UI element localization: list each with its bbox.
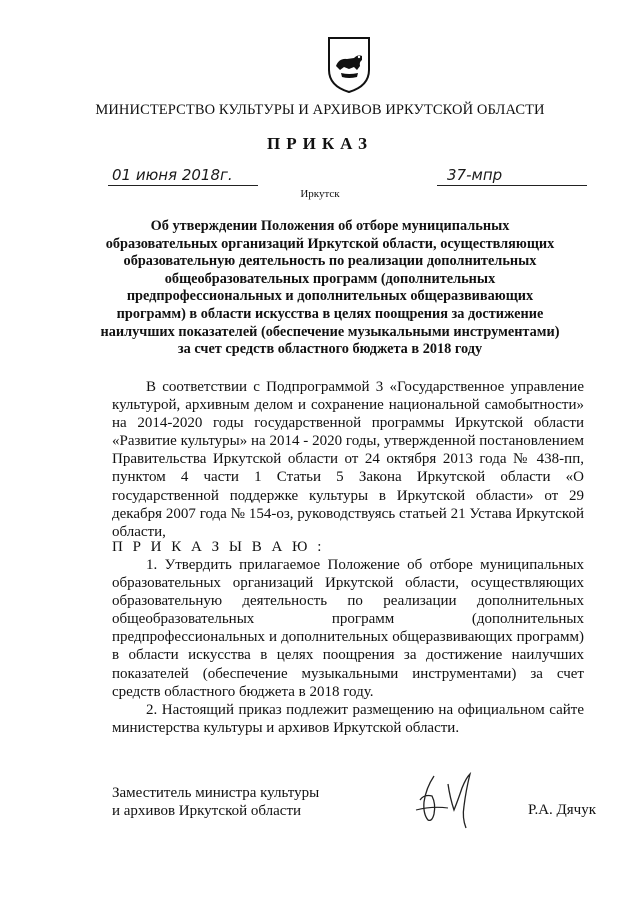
document-title: ПРИКАЗ (267, 134, 373, 153)
handwritten-number: 37-мпр (447, 166, 503, 184)
order-item-1: 1. Утвердить прилагаемое Положение об отборе муниципальных образовательных организаций Иркутской области, осуществляющих образовательную деятельность по реализации дополнительных общеобразовательных программ (дополнительных предпрофессиональных и дополнительных общеразвивающих программ) в области искусства в целях поощрения за достижение наилучших показателей (обеспечение музыкальными инструментами) за счет средств областного бюджета в 2018 году. (112, 557, 584, 700)
handwritten-date: 01 июня 2018г. (112, 166, 233, 184)
coat-of-arms-icon (327, 36, 371, 94)
preamble-paragraph: В соответствии с Подпрограммой 3 «Государственное управление культурой, архивным делом и сохранение национальной самобытности» на 2014-2020 годы государственной программы Иркутской области «Развитие культуры» на 2014 - 2020 годы, утвержденной постановлением Правительства Иркутской области от 24 октября 2013 года № 438-пп, пунктом 4 части 1 Статьи 5 Закона Иркутской области «О государственной поддержке культуры в Иркутской области» от 29 декабря 2007 года № 154-оз, руководствуясь статьей 21 Устава Иркутской области, (112, 379, 584, 540)
signer-position-line2: и архивов Иркутской области (112, 803, 302, 819)
ministry-name: МИНИСТЕРСТВО КУЛЬТУРЫ И АРХИВОВ ИРКУТСКОЙ ОБЛАСТИ (95, 102, 545, 118)
signer-name: Р.А. Дячук (528, 802, 597, 818)
date-underline (108, 185, 258, 186)
order-item-2: 2. Настоящий приказ подлежит размещению на официальном сайте министерства культуры и архивов Иркутской области. (112, 702, 584, 737)
handwritten-signature (404, 770, 490, 832)
number-underline (437, 185, 587, 186)
signer-position (112, 784, 319, 820)
signer-position-line1: Заместитель министра культуры (112, 785, 320, 801)
document-subject: Об утверждении Положения об отборе муниципальных образовательных организаций Иркутской области, осуществляющих образовательную деятельность по реализации дополнительных общеобразовательных программ (дополнительных предпрофессиональных и дополнительных общеразвивающих программ) в области искусства в целях поощрения за достижение наилучших показателей (обеспечение музыкальными инструментами) за счет средств областного бюджета в 2018 году (100, 218, 560, 358)
order-word: П Р И К А З Ы В А Ю : (112, 539, 325, 555)
city: Иркутск (300, 188, 340, 200)
